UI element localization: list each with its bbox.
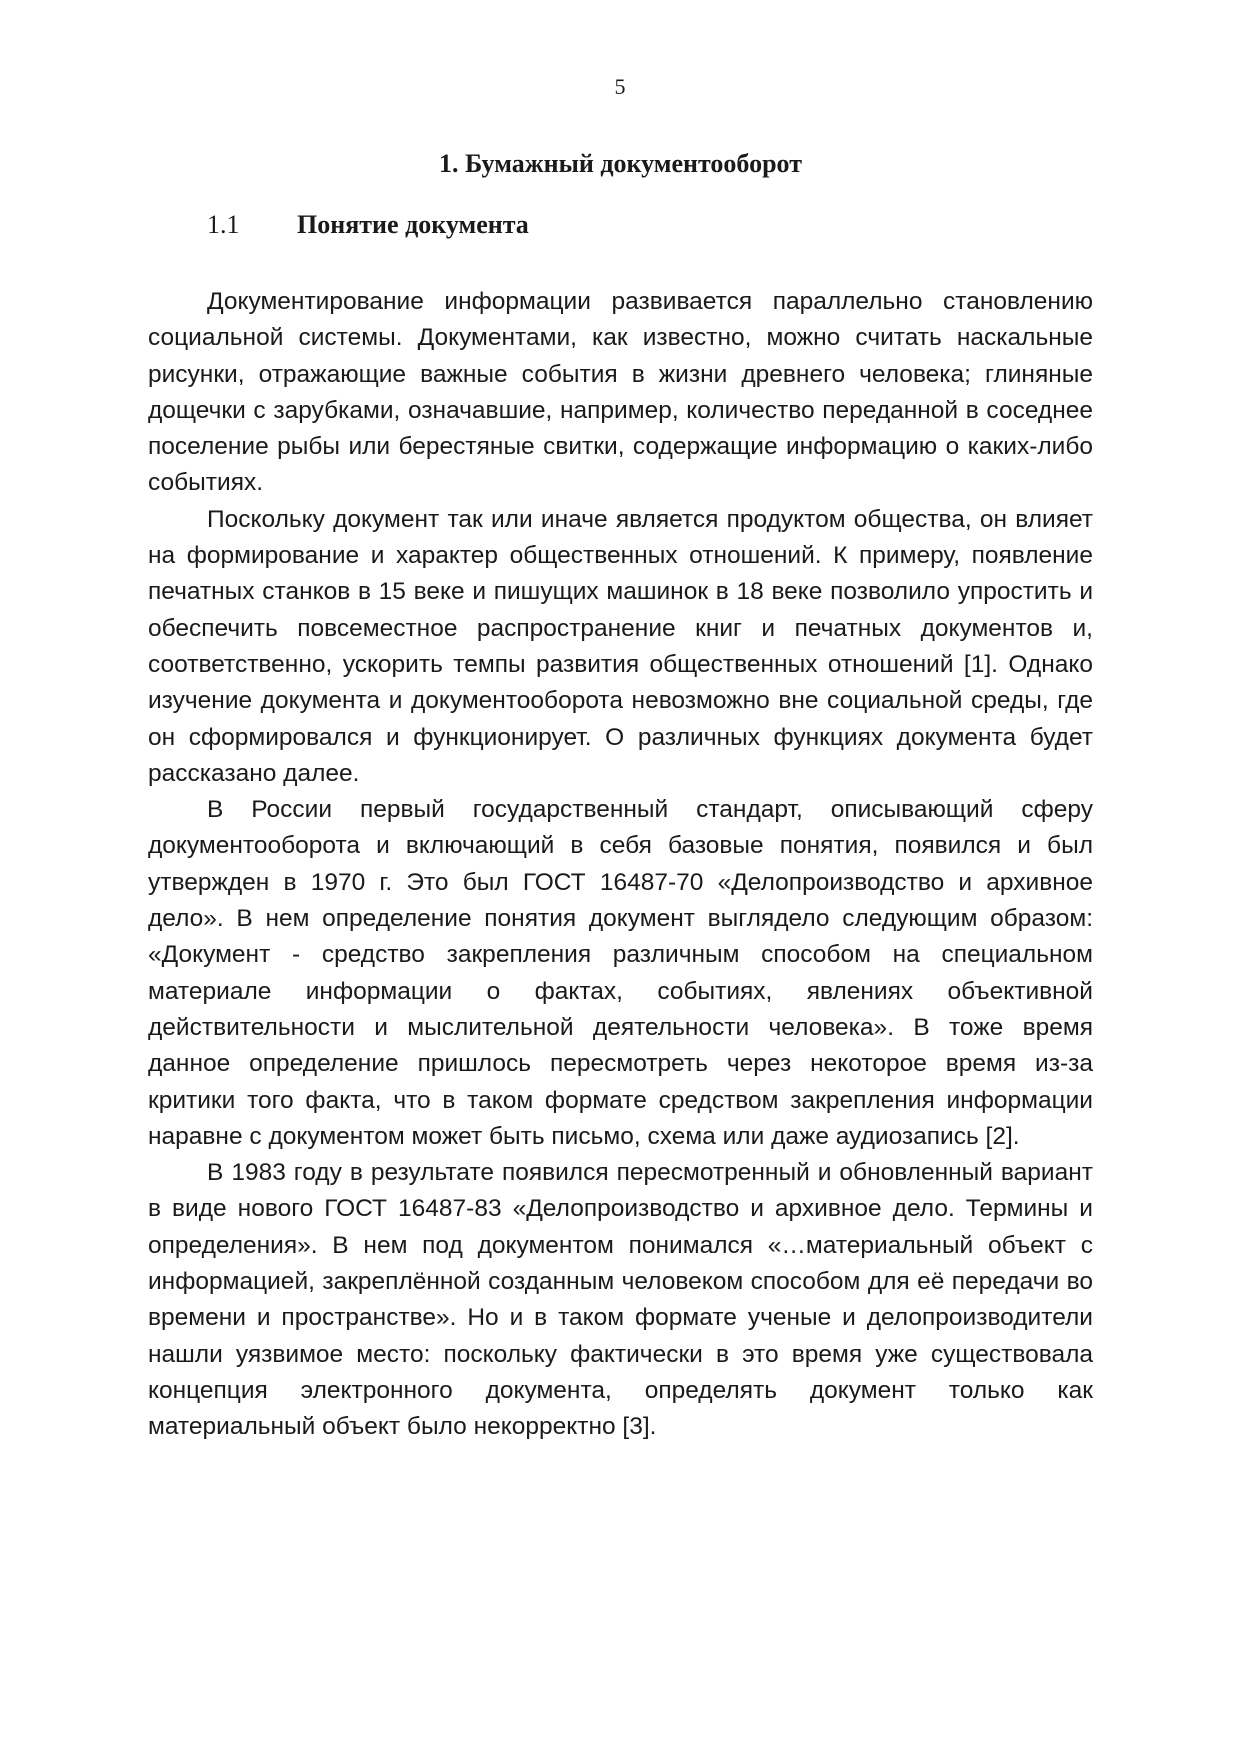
paragraph: В России первый государственный стандарт, описывающий сферу документооборота и включающий в себя базовые понятия, появился и был утвержден в 1970 г. Это был ГОСТ 16487-70 «Делопроизводство и архивное дело». В нем определение понятия документ выглядело следующим образом: «Документ - средство закрепления различным способом на специальном материале информации о фактах, событиях, явлениях объективной действительности и мыслительной деятельности человека». В тоже время данное определение пришлось пересмотреть через некоторое время из-за критики того факта, что в таком формате средством закрепления информации наравне с документом может быть письмо, схема или даже аудиозапись [2]. bbox=[148, 796, 1093, 1150]
section-title bbox=[207, 209, 529, 241]
paragraph: Документирование информации развивается параллельно становлению социальной системы. Документами, как известно, можно считать наскальные рисунки, отражающие важные события в жизни древнего человека; глиняные дощечки с зарубками, означавшие, например, количество переданной в соседнее поселение рыбы или берестяные свитки, содержащие информацию о каких-либо событиях. bbox=[148, 288, 1093, 497]
chapter-title: 1. Бумажный документооборот bbox=[439, 149, 802, 178]
paragraph: Поскольку документ так или иначе является продуктом общества, он влияет на формирование и характер общественных отношений. К примеру, появление печатных станков в 15 веке и пишущих машинок в 18 веке позволило упростить и обеспечить повсеместное распространение книг и печатных документов и, соответственно, ускорить темпы развития общественных отношений [1]. Однако изучение документа и документооборота невозможно вне социальной среды, где он сформировался и функционирует. О различных функциях документа будет рассказано далее. bbox=[148, 505, 1093, 787]
paragraph: В 1983 году в результате появился пересмотренный и обновленный вариант в виде нового ГОСТ 16487-83 «Делопроизводство и архивное дело. Термины и определения». В нем под документом понимался «…материальный объект с информацией, закреплённой созданным человеком способом для её передачи во времени и пространстве». Но и в таком формате ученые и делопроизводители нашли уязвимое место: поскольку фактически в это время уже существовала концепция электронного документа, определять документ только как материальный объект было некорректно [3]. bbox=[148, 1159, 1093, 1441]
document-body bbox=[148, 284, 1093, 1446]
section-heading-text: Понятие документа bbox=[297, 210, 529, 239]
section-number: 1.1 bbox=[207, 210, 240, 239]
page-number: 5 bbox=[614, 74, 626, 99]
